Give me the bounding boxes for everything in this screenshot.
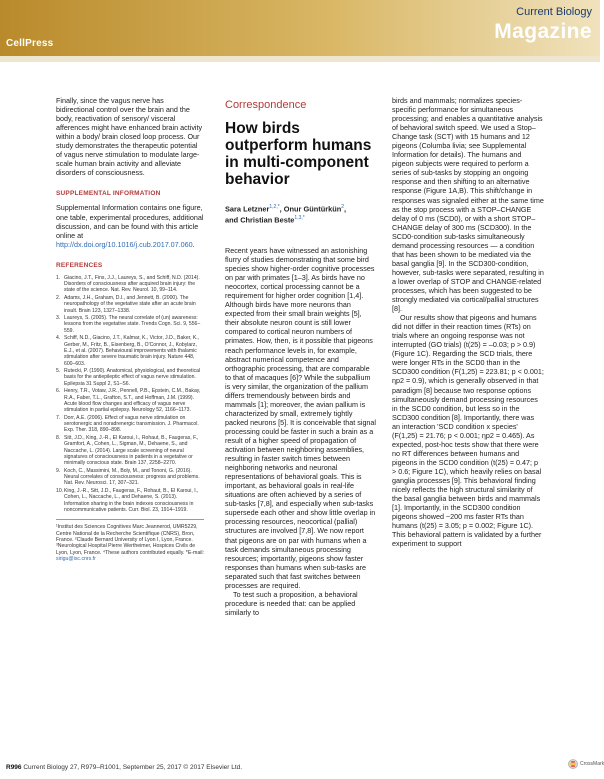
journal-name: Current Biology <box>516 6 592 18</box>
reference-text: Laureys, S. (2005). The neural correlate of (un) awareness: lessons from the vegetative state. Trends Cogn. Sci. 9, 556–559. <box>64 315 201 334</box>
references-heading: REFERENCES <box>56 261 103 269</box>
reference-item <box>56 468 204 487</box>
footer <box>6 764 242 771</box>
author-3-affil[interactable]: 1,3,* <box>294 214 305 221</box>
article-title: How birds outperform humans in multi-component behavior <box>225 120 372 188</box>
reference-item <box>56 315 204 334</box>
crossmark-icon <box>568 759 578 769</box>
supplemental-heading: SUPPLEMENTAL INFORMATION <box>56 190 161 198</box>
reference-text: Sitt, J.D., King, J.-R., El Karoui, I., Rohaut, B., Faugeras, F., Gramfort, A., Cohen, L., Sigman, M., Dehaene, S., and Naccache, L. (2014). Large scale screening of neural signatures of consciousness in patients in a vegetative or minimally conscious state. Brain 137, 2258–2270. <box>64 434 199 467</box>
reference-number: 6. <box>56 388 61 395</box>
right-column <box>392 96 544 548</box>
author-1-affil[interactable]: 1,2,* <box>269 204 280 210</box>
reference-text: Henry, T.R., Votaw, J.R., Pennell, P.B., Epstein, C.M., Bakay, R.A., Faber, T.L., Grafton, S.T., and Hoffman, J.M. (1999). Acute blood flow changes and efficacy of vagus nerve stimulation in partial epilepsy. Neurology 52, 1166–1173. <box>64 388 201 414</box>
intro-paragraph: Finally, since the vagus nerve has bidirectional control over the brain and the body, reactivation of sensory/ visceral afferences might have enhanced brain activity within a body/ brain closed loop process. Our study demonstrates the therapeutic potential of vagus nerve stimulation to modulate large-scale human brain activity and alleviate disorders of consciousness. <box>56 96 203 178</box>
author-2-affil[interactable]: 2 <box>341 204 345 210</box>
reference-text: Rutecki, P. (1990). Anatomical, physiological, and theoretical basis for the antiepileptic effect of vagus nerve stimulation. Epilepsia 31 Suppl 2, S1–S6. <box>64 368 201 387</box>
page-number: R996 <box>6 764 22 771</box>
reference-number: 1. <box>56 274 61 281</box>
header-sub-band <box>0 56 600 62</box>
reference-item <box>56 368 204 387</box>
affiliations: ¹Institut des Sciences Cognitives Marc Jeannerod, UMR5229, Centre National de la Recherche Scientifique (CNRS), Bron, France. ²Claude Bernard University of Lyon I, Lyon, France. ³Neurological Hospital Pierre Wertheimer, Hospices Civils de Lyon, Lyon, France. ⁴These authors contributed equally. *E-mail: sirigu@isc.cnrs.fr <box>56 524 204 563</box>
body-paragraph-4: Our results show that pigeons and humans did not differ in their reaction times (RTs) on trials where an ongoing response was not interrupted (GO trials) (t(25) = –0.03; p > 0.9) (Figure 1C). Regarding the SCD trials, there were longer RTs in the SCD0 than in the SCD300 condition (F(1,25) = 223.81; p < 0.001; ηp2 = 0.9), which is generally observed in that paradigm [8] because two response options simultaneously demand processing resources in the SCD0 condition, but less so in the SCD300 condition [8]. Importantly, there was an interaction 'SCD condition x species' (F(1,25) = 21.76; p < 0.001; ηp2 = 0.465). As expected, post-hoc tests show that there were no RT differences between humans and pigeons in the SCD0 condition (t(25) = 0.47; p > 0.6; Figure 1C), which heavily relies on basal ganglia processes [9]. This behavioral finding nicely reflects the high structural similarity of the basal ganglia between birds and mammals [1]. Importantly, in the SCD300 condition pigeons showed ~200 ms faster RTs than humans (t(25) = 3.05; p = 0.002; Figure 1C). This behavioral pattern is validated by a further experiment to support <box>392 313 544 549</box>
reference-number: 7. <box>56 414 61 421</box>
section-name: Magazine <box>494 20 592 43</box>
reference-item <box>56 415 204 434</box>
reference-number: 2. <box>56 294 61 301</box>
reference-item <box>56 488 204 513</box>
reference-number: 8. <box>56 434 61 441</box>
publisher-logo[interactable]: CellPress <box>6 38 54 49</box>
reference-item <box>56 335 204 366</box>
reference-item <box>56 388 204 413</box>
author-2: Onur Güntürkün <box>283 204 342 214</box>
reference-number: 10. <box>56 487 64 494</box>
section-label: Correspondence <box>225 99 307 111</box>
citation: Current Biology 27, R979–R1001, September 25, 2017 © 2017 Elsevier Ltd. <box>23 764 243 771</box>
supplemental-paragraph: Supplemental Information contains one figure, one table, experimental procedures, additional discussion, and can be found with this article online at http://dx.doi.org/10.1016/j.cub.2017.07.060. <box>56 203 204 249</box>
divider <box>56 519 204 520</box>
left-column <box>56 96 204 563</box>
author-1: Sara Letzner <box>225 204 270 214</box>
crossmark-label: CrossMark <box>580 761 604 767</box>
references-list <box>56 275 204 513</box>
body-paragraph-1: Recent years have witnessed an astonishing flurry of studies demonstrating that some bird species show higher-order cognitive processes on par with primates [1–3]. As birds have no neocortex, cortical processing cannot be a requirement for higher order cognition [1,4]. Although birds have more neurons than expected from their small brain weights [5], their absolute neuron count is still lower compared to cortical neuron numbers of primates. How, then, is it possible that pigeons reach performance levels in, for example, abstract numerical competence and orthographic processing, that are comparable to that of macaques [6]? While the subpallium is very similar, the organization of the pallium differs tremendously between birds and mammals [1]; moreover, the avian pallium is characterized by small, extremely tightly packed neurons [5]. It is conceivable that signal processing could be faster in such a brain as a result of a higher speed of propagation of activation between neighboring assemblies, resulting in faster switch times between neighboring networks and neuronal representations of behavioral goals. This is important, as behavioral goals in real-life situations are often achieved by a series of sub-tasks [7,8], and especially when sub-tasks supersede each other and show little overlap in processing resources, neocortical (pallial) structures are involved [7,8]. We now report that pigeons are on par with humans when a task demands simultaneous processing resources; importantly, pigeons show faster responses than humans when sub-tasks are separated such that fast switches between processes are required. <box>225 246 377 590</box>
reference-item <box>56 295 204 314</box>
reference-text: Koch, C., Massimini, M., Boly, M., and Tononi, G. (2016). Neural correlates of consciousness: progress and problems. Nat. Rev. Neurosci. 17, 307–321. <box>64 467 200 487</box>
middle-column <box>225 246 377 617</box>
email-link[interactable]: sirigu@isc.cnrs.fr <box>56 556 96 563</box>
reference-text: Dorr, A.E. (2006). Effect of vagus nerve stimulation on serotonergic and noradrenergic transmission. J. Pharmacol. Exp. Ther. 318, 890–898. <box>64 414 199 434</box>
reference-text: King, J.-R., Sitt, J.D., Faugeras, F., Rohaut, B., El Karoui, I., Cohen, L., Naccache, L., and Dehaene, S. (2013). Information sharing in the brain indexes consciousness in noncommunicative patients. Curr. Biol. 23, 1914–1919. <box>64 487 199 513</box>
reference-item <box>56 435 204 466</box>
reference-number: 4. <box>56 335 61 342</box>
reference-text: Giacino, J.T., Fins, J.J., Laureys, S., and Schiff, N.D. (2014). Disorders of consciousness after acquired brain injury: the state of the science. Nat. Rev. Neurol. 10, 99–114. <box>64 274 200 294</box>
reference-item <box>56 275 204 294</box>
reference-number: 5. <box>56 368 61 375</box>
reference-number: 9. <box>56 467 61 474</box>
authors: Sara Letzner$^{1,2,*}$, Onur Güntürkün$^2$, and Christian Beste$^{1,3,*}$ <box>225 204 347 225</box>
author-3: and Christian Beste <box>225 215 295 225</box>
reference-number: 3. <box>56 315 61 322</box>
crossmark-badge[interactable] <box>568 759 604 769</box>
supplemental-link[interactable]: http://dx.doi.org/10.1016/j.cub.2017.07.060 <box>56 239 193 249</box>
body-paragraph-3: birds and mammals; normalizes species-specific performance for simultaneous processing; and enables a quantitative analysis of behavioral switch speed. We used a Stop–Change task (SCT) with 15 humans and 12 pigeons (Columba livia; see Supplemental Information for details). The humans and pigeon subjects were required to perform a series of sub-tasks by stopping an ongoing response and then shifting to an alternative response (Figure 1A,B). This shift/change in responses was signaled either at the same time as the stop process with a STOP–CHANGE delay of 0 ms (SCD0), or with a short STOP–CHANGE delay of 300 ms (SCD300). In the SCD0-condition sub-tasks simultaneously demand processing resources — a condition that has been shown to be mediated via the basal ganglia [9]. In the SCD300-condition, however, sub-tasks were separated, resulting in a lower overlap of STOP and CHANGE-related processes, which has been suggested to be strongly mediated via cortical/pallial structures [8]. <box>392 96 544 314</box>
body-paragraph-2: To test such a proposition, a behavioral procedure is needed that: can be applied similarly to <box>225 589 358 617</box>
reference-text: Adams, J.H., Graham, D.I., and Jennett, B. (2000). The neuropathology of the vegetative state after an acute brain insult. Brain 123, 1327–1338. <box>64 294 196 314</box>
reference-text: Schiff, N.D., Giacino, J.T., Kalmar, K., Victor, J.D., Baker, K., Gerber, M., Fritz, B., Eisenberg, B., O'Connor, J., Kobylarz, E.J., et al. (2007). Behavioural improvements with thalamic stimulation after severe traumatic brain injury. Nature 448, 600–603. <box>64 335 200 367</box>
